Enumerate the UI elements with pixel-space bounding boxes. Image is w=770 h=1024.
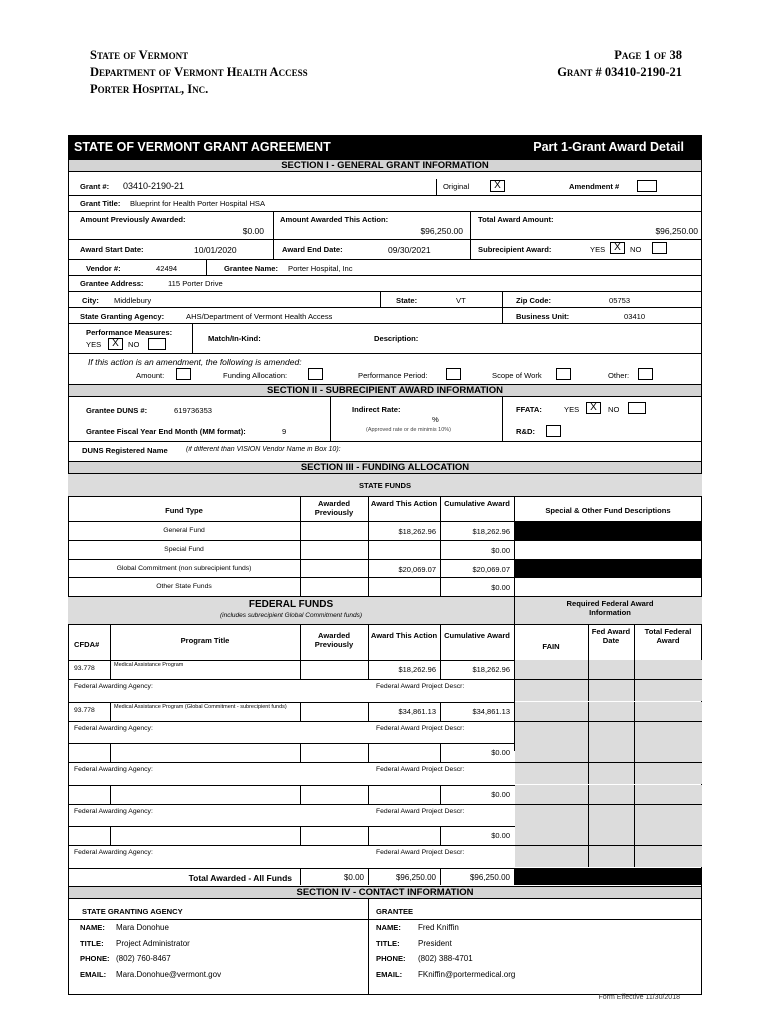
grant-number-value: 03410-2190-21 (123, 181, 185, 191)
duns-label: Grantee DUNS #: (86, 406, 148, 415)
contact-grantee-value: Fred Kniffin (418, 923, 459, 932)
perf-yes-checkbox[interactable]: X (108, 338, 123, 350)
sf-row-type: Special Fund (164, 545, 204, 553)
ff-row-divider (68, 762, 702, 763)
fiscal-year-value: 9 (282, 427, 287, 436)
amount-this-action-label: Amount Awarded This Action: (280, 215, 389, 224)
sf-row-this: $20,069.07 (398, 564, 436, 574)
required-federal-heading: Required Federal Award Information (566, 599, 654, 617)
amount-this-action-value: $96,250.00 (420, 226, 463, 236)
subrecipient-label: Subrecipient Award: (478, 245, 552, 254)
amend-funding-checkbox[interactable] (308, 368, 323, 380)
grant-agreement-form (68, 135, 702, 995)
end-date-value: 09/30/2021 (388, 245, 431, 255)
sf-row-cum: $0.00 (491, 545, 510, 555)
contact-grantee-label: EMAIL: (376, 969, 403, 979)
header-grant-number: Grant # 03410-2190-21 (557, 65, 682, 79)
state-label: State: (396, 296, 418, 305)
amendment-label: Amendment # (569, 182, 620, 191)
sf-head-cum: Cumulative Award (444, 499, 510, 508)
amendment-checkbox[interactable] (637, 180, 657, 192)
contact-state-label: TITLE: (80, 938, 104, 948)
vendor-label: Vendor #: (86, 264, 121, 273)
ff-col-divider (300, 660, 301, 679)
sf-row-divider (68, 540, 702, 541)
ff-col-divider (300, 702, 301, 721)
ff-row-agency-label: Federal Awarding Agency: (74, 766, 153, 774)
amend-scope-checkbox[interactable] (556, 368, 571, 380)
start-date-label: Award Start Date: (80, 245, 144, 254)
state-agency-value: AHS/Department of Vermont Health Access (186, 312, 333, 321)
ff-row-cfda: 93.778 (74, 706, 95, 714)
sf-row-desc-block (514, 559, 702, 578)
form-effective-date: Form Effective 11/30/2018 (598, 994, 680, 1001)
ff-col-divider (300, 785, 301, 804)
contact-grantee-value: FKniffin@portermedical.org (418, 969, 516, 979)
grantee-address-label: Grantee Address: (80, 279, 144, 288)
ff-row-fed-shade (515, 743, 702, 784)
ff-row-divider (68, 804, 702, 805)
performance-measures-label: Performance Measures: (86, 328, 173, 337)
section-3-heading: SECTION III - FUNDING ALLOCATION (68, 461, 702, 474)
ff-row-cfda: 93.778 (74, 665, 95, 672)
ff-row-descr-label: Federal Award Project Descr: (376, 849, 465, 857)
header-state: State of Vermont (90, 48, 189, 62)
ff-fed-col-divider (588, 743, 589, 784)
ff-row-descr-label: Federal Award Project Descr: (376, 724, 465, 732)
ff-fed-col-divider (634, 826, 635, 867)
sf-head-prev: Awarded Previously (314, 499, 354, 517)
document-header-left (90, 47, 308, 98)
ffata-yes-label: YES (564, 405, 580, 414)
amend-period-label: Performance Period: (358, 371, 428, 380)
ff-row-cum: $18,262.96 (472, 665, 510, 674)
ff-col-divider (368, 826, 369, 845)
ff-fed-col-divider (588, 702, 589, 743)
sf-row-type: General Fund (163, 527, 205, 534)
ff-row-divider (68, 845, 702, 846)
amendment-note: If this action is an amendment, the following is amended: (88, 357, 302, 367)
ff-col-divider (368, 660, 369, 679)
ffata-label: FFATA: (516, 405, 542, 414)
total-award-value: $96,250.00 (655, 226, 698, 236)
duns-registered-note: (if different than VISION Vendor Name in Box 10): (186, 446, 341, 453)
ff-col-divider (110, 743, 111, 762)
business-unit-label: Business Unit: (516, 312, 570, 321)
ff-row-cum: $34,861.13 (472, 706, 510, 716)
zip-label: Zip Code: (516, 296, 552, 305)
ff-head-cum: Cumulative Award (444, 631, 510, 640)
ffata-no-checkbox[interactable] (628, 402, 646, 414)
ff-row-fed-shade (515, 826, 702, 867)
ff-fed-col-divider (588, 826, 589, 867)
ff-row-fed-shade (515, 660, 702, 701)
rd-checkbox[interactable] (546, 425, 561, 437)
ff-col-divider (440, 743, 441, 762)
ff-row-this: $34,861.13 (398, 706, 436, 716)
ff-col-divider (440, 702, 441, 721)
perf-yes-label: YES (86, 340, 102, 349)
ff-col-divider (110, 702, 111, 721)
ff-fed-col-divider (634, 785, 635, 826)
duns-registered-label: DUNS Registered Name (82, 446, 168, 455)
ff-fed-col-divider (588, 660, 589, 701)
ff-fed-col-divider (634, 660, 635, 701)
amend-scope-label: Scope of Work (492, 371, 542, 380)
rd-label: R&D: (516, 427, 535, 436)
ff-col-divider (368, 785, 369, 804)
ff-head-this: Award This Action (370, 631, 438, 640)
contact-state-label: NAME: (80, 923, 105, 932)
contact-grantee-label: PHONE: (376, 954, 406, 963)
contact-state-value: Project Administrator (116, 938, 190, 948)
ff-row-descr-label: Federal Award Project Descr: (376, 807, 465, 815)
grantee-name-label: Grantee Name: (224, 264, 279, 273)
vendor-value: 42494 (156, 264, 178, 273)
ffata-yes-checkbox[interactable]: X (586, 402, 601, 414)
subrecipient-no-checkbox[interactable] (652, 242, 667, 254)
ff-head-divider (368, 624, 369, 660)
amend-other-checkbox[interactable] (638, 368, 653, 380)
ff-col-divider (110, 660, 111, 679)
grant-number-label: Grant #: (80, 182, 110, 191)
ff-fed-col-divider (588, 785, 589, 826)
ff-row-cum: $0.00 (491, 789, 510, 799)
ff-head-divider (634, 624, 635, 660)
original-checkbox[interactable]: X (490, 180, 505, 192)
ff-row-fed-shade (515, 702, 702, 743)
ff-head-divider (440, 624, 441, 660)
sf-row-desc-block (514, 521, 702, 540)
end-date-label: Award End Date: (282, 245, 343, 254)
ff-head-divider (588, 624, 589, 660)
total-all-cum: $96,250.00 (469, 873, 510, 882)
original-label: Original (443, 182, 470, 191)
ff-col-divider (110, 826, 111, 845)
ff-head-divider (300, 624, 301, 660)
ff-col-divider (440, 826, 441, 845)
zip-value: 05753 (609, 296, 631, 305)
amend-period-checkbox[interactable] (446, 368, 461, 380)
indirect-rate-label: Indirect Rate: (352, 405, 401, 414)
subrecipient-no-label: NO (630, 245, 642, 254)
ff-head-program: Program Title (180, 636, 230, 645)
sf-row-this: $18,262.96 (398, 527, 436, 536)
sf-row-cum: $18,262.96 (472, 527, 510, 536)
section-2-heading: SECTION II - SUBRECIPIENT AWARD INFORMATION (68, 384, 702, 397)
ff-row-program: Medical Assistance Program (114, 662, 184, 668)
ff-col-divider (300, 826, 301, 845)
ff-head-cfda: CFDA# (74, 640, 100, 649)
ff-head-fain: FAIN (542, 642, 560, 651)
amount-previous-value: $0.00 (242, 226, 264, 236)
federal-funds-heading: FEDERAL FUNDS (248, 599, 334, 610)
amend-amount-checkbox[interactable] (176, 368, 191, 380)
ff-col-divider (368, 743, 369, 762)
document-header-right (557, 47, 682, 81)
ff-col-divider (440, 785, 441, 804)
ff-row-descr-label: Federal Award Project Descr: (376, 683, 465, 690)
contact-state-value: (802) 760-8467 (116, 954, 171, 963)
sf-row-divider (68, 596, 702, 597)
ff-fed-col-divider (634, 743, 635, 784)
fiscal-year-label: Grantee Fiscal Year End Month (MM format): (86, 427, 246, 436)
ff-row-agency-label: Federal Awarding Agency: (74, 849, 153, 857)
amend-amount-label: Amount: (136, 371, 165, 380)
ff-row-descr-label: Federal Award Project Descr: (376, 766, 465, 774)
form-title-bar (68, 135, 702, 159)
ff-row-agency-label: Federal Awarding Agency: (74, 683, 153, 690)
sf-row-cum: $20,069.07 (472, 564, 510, 574)
ff-row-program: Medical Assistance Program (Global Commitment - subrecipient funds) (114, 703, 287, 710)
grant-title-label: Grant Title: (80, 199, 121, 208)
sf-row-divider (68, 577, 702, 578)
ffata-no-label: NO (608, 405, 620, 414)
perf-no-checkbox[interactable] (148, 338, 166, 350)
ff-head-date: Fed Award Date (591, 627, 631, 645)
amount-previous-label: Amount Previously Awarded: (80, 215, 186, 224)
sf-head-this: Award This Action (370, 499, 438, 508)
amend-funding-label: Funding Allocation: (223, 371, 288, 380)
ff-col-divider (300, 743, 301, 762)
grantee-address-value: 115 Porter Drive (168, 279, 223, 288)
amend-other-label: Other: (608, 371, 630, 380)
contact-grantee-value: President (418, 938, 452, 948)
federal-funds-note: (includes subrecipient Global Commitment funds) (220, 612, 362, 619)
ff-row-cum: $0.00 (491, 831, 510, 841)
ff-col-divider (440, 660, 441, 679)
state-granting-agency-heading: STATE GRANTING AGENCY (82, 907, 183, 916)
ff-col-divider (368, 702, 369, 721)
total-award-label: Total Award Amount: (478, 215, 554, 224)
form-part: Part 1-Grant Award Detail (533, 140, 684, 154)
sf-head-desc: Special & Other Fund Descriptions (545, 506, 671, 515)
contact-state-label: EMAIL: (80, 969, 107, 979)
match-label: Match/In-Kind: (208, 334, 261, 343)
ff-row-this: $18,262.96 (398, 665, 436, 674)
contact-state-value: Mara.Donohue@vermont.gov (116, 969, 222, 979)
sf-head-type: Fund Type (165, 506, 203, 515)
grantee-name-value: Porter Hospital, Inc (288, 264, 353, 273)
duns-value: 619736353 (174, 406, 213, 415)
description-label: Description: (374, 334, 419, 343)
ff-row-fed-shade (515, 785, 702, 826)
total-all-this: $96,250.00 (395, 873, 436, 882)
subrecipient-yes-label: YES (590, 245, 606, 254)
ff-row-bottom (68, 868, 702, 869)
total-all-funds-label: Total Awarded - All Funds (188, 873, 292, 883)
contact-state-value: Mara Donohue (116, 923, 169, 932)
form-title: STATE OF VERMONT GRANT AGREEMENT (74, 140, 331, 154)
ff-row-agency-label: Federal Awarding Agency: (74, 724, 153, 732)
subrecipient-yes-checkbox[interactable]: X (610, 242, 625, 254)
sf-row-cum: $0.00 (491, 583, 510, 593)
city-value: Middlebury (114, 296, 152, 305)
total-all-prev: $0.00 (343, 873, 364, 882)
contact-grantee-label: NAME: (376, 923, 401, 932)
state-funds-heading: STATE FUNDS (358, 481, 412, 490)
perf-no-label: NO (128, 340, 140, 349)
sf-row-type: Global Commitment (non subrecipient funds) (116, 564, 252, 572)
state-agency-label: State Granting Agency: (80, 312, 165, 321)
contact-state-label: PHONE: (80, 954, 110, 963)
contact-grantee-value: (802) 388-4701 (418, 954, 473, 963)
header-grantee: Porter Hospital, Inc. (90, 82, 209, 96)
indirect-rate-pct: % (432, 415, 439, 424)
ff-row-divider (68, 721, 702, 722)
grant-title-value: Blueprint for Health Porter Hospital HSA (130, 199, 266, 208)
contact-grantee-label: TITLE: (376, 938, 400, 948)
ff-head-total: Total Federal Award (644, 627, 692, 645)
ff-head-divider (110, 624, 111, 660)
business-unit-value: 03410 (624, 312, 646, 321)
city-label: City: (82, 296, 99, 305)
ff-row-cum: $0.00 (491, 748, 510, 758)
grantee-heading: GRANTEE (376, 907, 414, 916)
section-4-heading: SECTION IV - CONTACT INFORMATION (68, 886, 702, 899)
ff-row-divider (68, 679, 702, 680)
start-date-value: 10/01/2020 (194, 245, 237, 255)
ff-fed-col-divider (634, 702, 635, 743)
header-page: Page 1 of 38 (614, 48, 682, 62)
ff-head-prev: Awarded Previously (314, 631, 354, 649)
indirect-rate-note: (Approved rate or de minimis 10%) (366, 427, 451, 433)
ff-col-divider (110, 785, 111, 804)
header-department: Department of Vermont Health Access (90, 65, 308, 79)
section-1-heading: SECTION I - GENERAL GRANT INFORMATION (68, 159, 702, 172)
state-value: VT (456, 296, 466, 305)
sf-row-type: Other State Funds (156, 583, 212, 591)
ff-row-agency-label: Federal Awarding Agency: (74, 807, 153, 815)
